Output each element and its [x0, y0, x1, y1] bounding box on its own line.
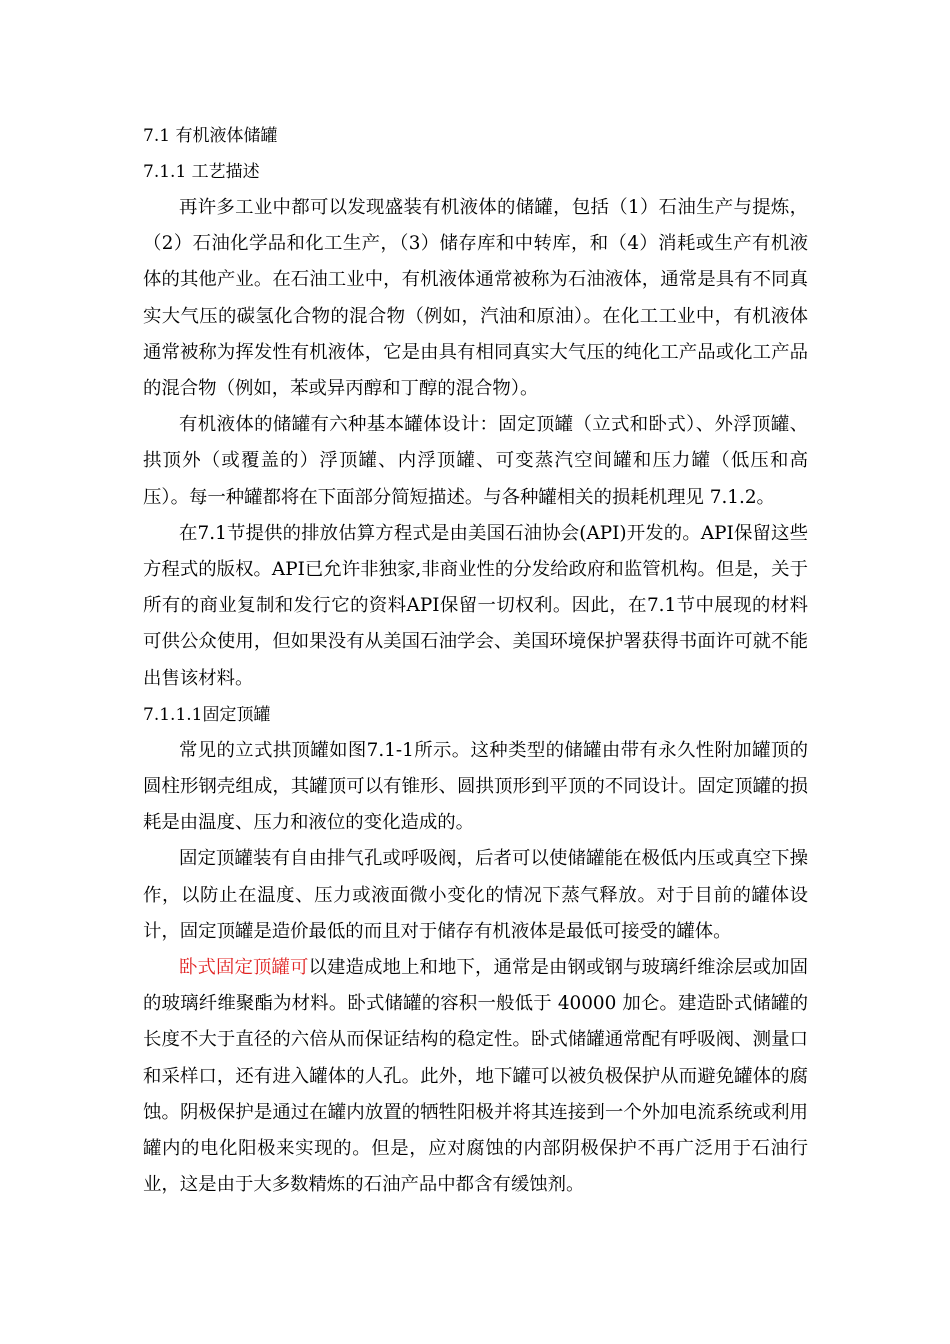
highlighted-term: 卧式固定顶罐可	[179, 957, 309, 979]
paragraph-horizontal-tanks-text: 以建造成地上和地下，通常是由钢或钢与玻璃纤维涂层或加固的玻璃纤维聚酯为材料。卧式储罐的容积一般低于 40000 加仑。建造卧式储罐的长度不大于直径的六倍从而保证结构的稳定性。卧式储罐通常配有呼吸阀、测量口和采样口，还有进入罐体的人孔。此外，地下罐可以被负极保护从而避免罐体的腐蚀。阴极保护是通过在罐内放置的牺牲阳极并将其连接到一个外加电流系统或利用罐内的电化阳极来实现的。但是，应对腐蚀的内部阴极保护不再广泛用于石油行业，这是由于大多数精炼的石油产品中都含有缓蚀剂。	[143, 957, 808, 1196]
paragraph-tank-designs: 有机液体的储罐有六种基本罐体设计：固定顶罐（立式和卧式）、外浮顶罐、拱顶外（或覆盖的）浮顶罐、内浮顶罐、可变蒸汽空间罐和压力罐（低压和高压）。每一种罐都将在下面部分简短描述。与各种罐相关的损耗机理见 7.1.2。	[143, 414, 808, 508]
section-heading-7-1-1-1: 7.1.1.1固定顶罐	[143, 704, 271, 725]
paragraph-intro: 再许多工业中都可以发现盛装有机液体的储罐，包括（1）石油生产与提炼，（2）石油化学品和化工生产，（3）储存库和中转库，和（4）消耗或生产有机液体的其他产业。在石油工业中，有机液体通常被称为石油液体，通常是具有不同真实大气压的碳氢化合物的混合物（例如，汽油和原油）。在化工工业中，有机液体通常被称为挥发性有机液体，它是由具有相同真实大气压的纯化工产品或化工产品的混合物（例如，苯或异丙醇和丁醇的混合物）。	[143, 197, 808, 400]
section-heading-7-1-1: 7.1.1 工艺描述	[143, 162, 260, 182]
paragraph-horizontal-tanks	[143, 950, 808, 1203]
paragraph-fixed-roof-description: 常见的立式拱顶罐如图7.1-1所示。这种类型的储罐由带有永久性附加罐顶的圆柱形钢壳组成，其罐顶可以有锥形、圆拱顶形到平顶的不同设计。固定顶罐的损耗是由温度、压力和液位的变化造成的。	[143, 739, 808, 834]
section-heading-7-1: 7.1 有机液体储罐	[143, 126, 278, 146]
document-page	[143, 118, 808, 1203]
paragraph-api-copyright: 在7.1节提供的排放估算方程式是由美国石油协会(API)开发的。API保留这些方程式的版权。API已允许非独家,非商业性的分发给政府和监管机构。但是，关于所有的商业复制和发行它的资料API保留一切权利。因此，在7.1节中展现的材料可供公众使用，但如果没有从美国石油学会、美国环境保护署获得书面许可就不能出售该材料。	[143, 522, 808, 689]
paragraph-fixed-roof-venting: 固定顶罐装有自由排气孔或呼吸阀，后者可以使储罐能在极低内压或真空下操作，以防止在温度、压力或液面微小变化的情况下蒸气释放。对于目前的罐体设计，固定顶罐是造价最低的而且对于储存有机液体是最低可接受的罐体。	[143, 848, 808, 942]
